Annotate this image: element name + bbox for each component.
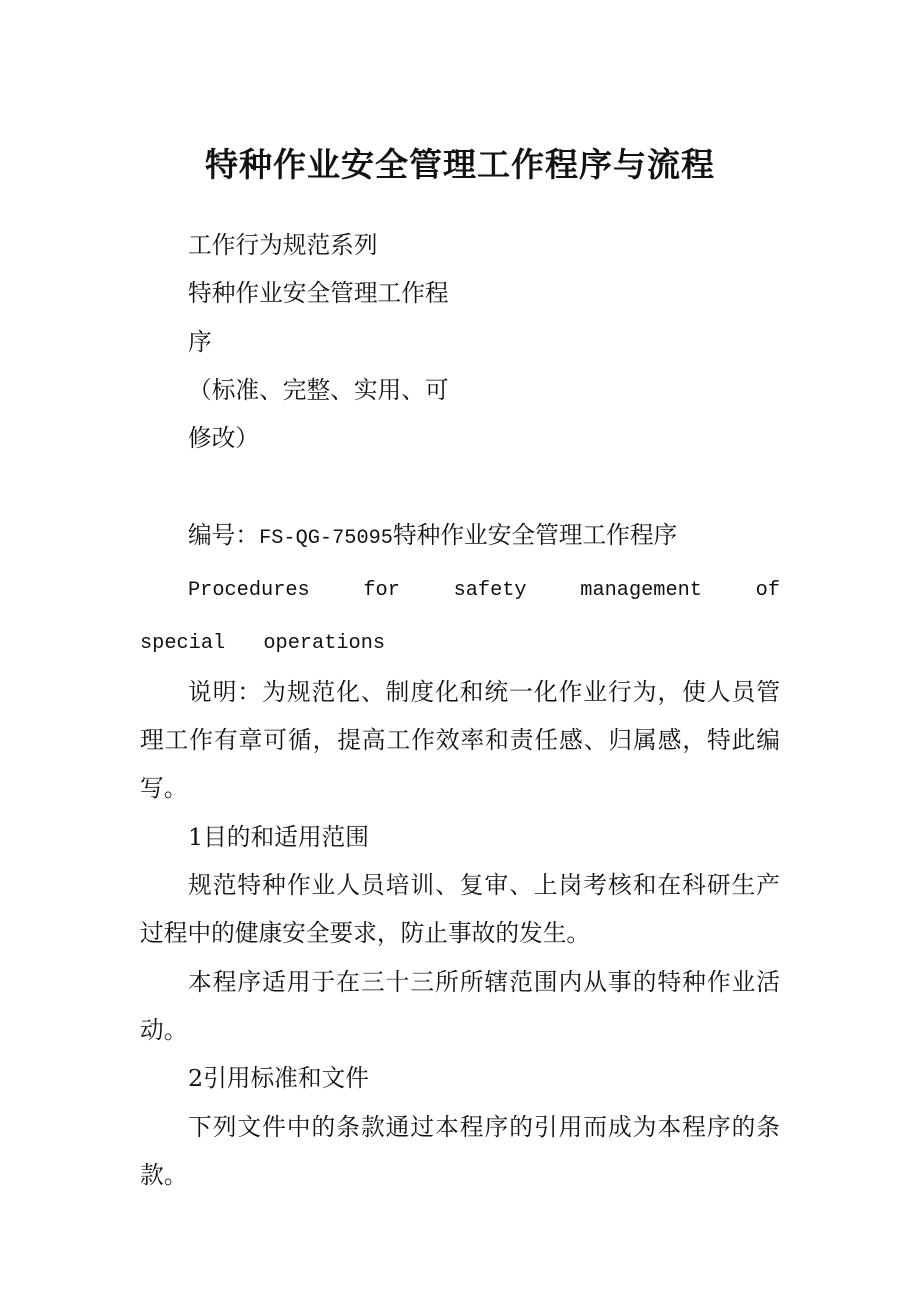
procedure-name: 特种作业安全管理工作程序 [188, 279, 449, 356]
section-1-paragraph-2: 本程序适用于在三十三所所辖范围内从事的特种作业活动。 [140, 967, 780, 1044]
english-title-text: Procedures for safety management of special operations [140, 579, 780, 655]
series-label: 工作行为规范系列 [188, 231, 378, 259]
section-2-heading: 2引用标准和文件 [188, 1064, 369, 1093]
cover-note: （标准、完整、实用、可修改） [188, 375, 449, 453]
description-paragraph: 说明：为规范化、制度化和统一化作业行为，使人员管理工作有章可循，提高工作效率和责任感、归属感，特此编写。 [140, 677, 780, 803]
code-title: 特种作业安全管理工作程序 [392, 521, 678, 549]
section-1-paragraph-1: 规范特种作业人员培训、复审、上岗考核和在科研生产过程中的健康安全要求，防止事故的发生。 [140, 871, 780, 948]
section-2-paragraph-1: 下列文件中的条款通过本程序的引用而成为本程序的条款。 [140, 1112, 780, 1189]
document-code: FS-QG-75095 [259, 527, 393, 550]
document-code-line [140, 511, 780, 563]
section-1-heading: 1目的和适用范围 [188, 822, 369, 851]
document-body [140, 511, 780, 1199]
cover-block [188, 221, 468, 462]
english-title [140, 563, 780, 668]
code-label: 编号： [188, 521, 260, 549]
document-title: 特种作业安全管理工作程序与流程 [205, 145, 715, 184]
